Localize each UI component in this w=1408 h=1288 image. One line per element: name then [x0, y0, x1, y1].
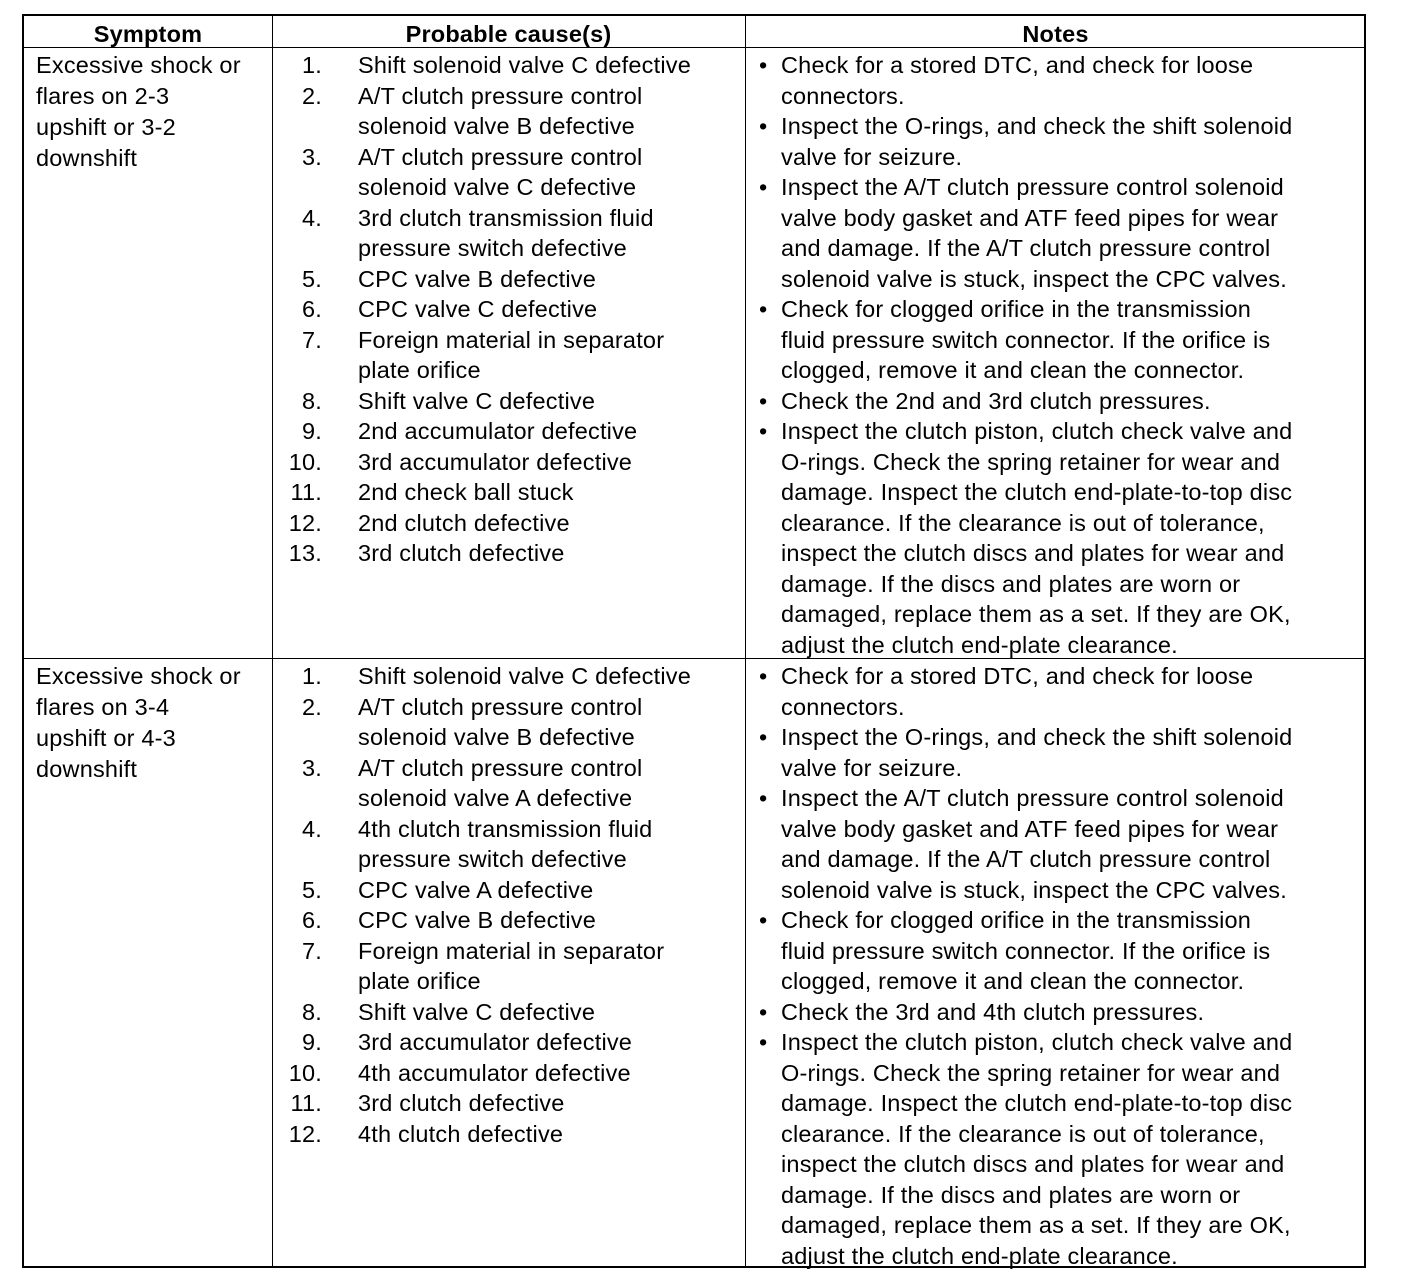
note-text: clearance. If the clearance is out of tolerance,	[781, 509, 1265, 536]
cause-item	[272, 1088, 745, 1119]
symptom-line: upshift or 3-2	[36, 114, 176, 140]
note-item	[745, 783, 1366, 905]
cause-number: 11.	[290, 1090, 322, 1116]
note-item	[745, 416, 1366, 660]
cause-text: 2nd accumulator defective	[358, 418, 638, 444]
cause-number: 10.	[288, 448, 322, 475]
cause-text: 4th clutch transmission fluid	[358, 815, 653, 842]
note-text: and damage. If the A/T clutch pressure control	[781, 235, 1271, 261]
cause-item	[272, 294, 745, 325]
causes-cell	[272, 50, 745, 569]
note-text: Inspect the O-rings, and check the shift solenoid	[781, 113, 1293, 139]
note-text: Inspect the A/T clutch pressure control solenoid	[781, 785, 1284, 811]
cause-text: 3rd clutch defective	[358, 540, 565, 566]
cause-text: 4th clutch defective	[358, 1120, 564, 1147]
symptom-line: downshift	[36, 756, 138, 782]
symptom-cell	[36, 50, 241, 174]
cause-number: 1.	[302, 663, 322, 689]
cause-item	[272, 1119, 745, 1150]
note-text: clearance. If the clearance is out of tolerance,	[781, 1120, 1265, 1147]
note-text: adjust the clutch end-plate clearance.	[781, 631, 1178, 658]
cause-item	[272, 508, 745, 539]
cause-text: Foreign material in separator	[358, 937, 665, 964]
note-text: clogged, remove it and clean the connector.	[781, 357, 1245, 383]
note-text: clogged, remove it and clean the connector.	[781, 968, 1245, 994]
bullet-icon: •	[759, 1029, 768, 1055]
cause-text: 2nd check ball stuck	[358, 479, 574, 505]
cause-text: 4th accumulator defective	[358, 1059, 631, 1086]
note-text: damage. If the discs and plates are worn or	[781, 1181, 1241, 1208]
bullet-icon: •	[759, 998, 768, 1025]
cause-number: 12.	[288, 509, 322, 536]
note-text: connectors.	[781, 693, 905, 720]
cause-number: 5.	[302, 265, 322, 292]
cause-item	[272, 477, 745, 508]
cause-text: solenoid valve C defective	[358, 174, 637, 200]
note-text: Check for a stored DTC, and check for loose	[781, 52, 1254, 78]
cause-number: 13.	[288, 540, 322, 566]
cause-item	[272, 936, 745, 997]
cause-text: A/T clutch pressure control	[358, 143, 643, 170]
note-text: connectors.	[781, 82, 905, 109]
note-text: valve for seizure.	[781, 754, 963, 781]
bullet-icon: •	[759, 907, 768, 933]
cause-text: solenoid valve B defective	[358, 113, 635, 139]
symptom-cell	[36, 661, 241, 785]
note-item	[745, 386, 1366, 417]
cause-number: 4.	[302, 815, 322, 842]
note-text: inspect the clutch discs and plates for wear and	[781, 540, 1285, 566]
note-item	[745, 905, 1366, 997]
cause-text: A/T clutch pressure control	[358, 693, 643, 720]
note-text: Check for clogged orifice in the transmission	[781, 296, 1252, 322]
cause-item	[272, 538, 745, 569]
cause-item	[272, 447, 745, 478]
cause-text: Shift solenoid valve C defective	[358, 52, 691, 78]
note-text: fluid pressure switch connector. If the orifice is	[781, 937, 1271, 964]
bullet-icon: •	[759, 296, 768, 322]
cause-text: CPC valve B defective	[358, 265, 596, 292]
bullet-icon: •	[759, 418, 768, 444]
cause-number: 8.	[302, 998, 322, 1025]
symptom-header: Symptom	[93, 21, 203, 47]
symptom-line: flares on 2-3	[36, 83, 170, 109]
cause-number: 9.	[302, 418, 322, 444]
notes-header: Notes	[1022, 21, 1089, 47]
cause-number: 2.	[302, 693, 322, 720]
note-item	[745, 50, 1366, 111]
note-item	[745, 1027, 1366, 1271]
cause-text: solenoid valve A defective	[358, 785, 633, 811]
cause-item	[272, 692, 745, 753]
cause-item	[272, 875, 745, 906]
note-text: solenoid valve is stuck, inspect the CPC valves.	[781, 265, 1287, 292]
note-text: damaged, replace them as a set. If they are OK,	[781, 601, 1291, 627]
cause-text: Shift solenoid valve C defective	[358, 663, 691, 689]
note-text: solenoid valve is stuck, inspect the CPC valves.	[781, 876, 1287, 903]
cause-number: 7.	[302, 326, 322, 353]
cause-text: pressure switch defective	[358, 846, 627, 872]
cause-text: 3rd clutch transmission fluid	[358, 204, 654, 231]
note-text: damage. If the discs and plates are worn or	[781, 570, 1241, 597]
cause-item	[272, 1058, 745, 1089]
cause-item	[272, 753, 745, 814]
note-item	[745, 661, 1366, 722]
note-text: inspect the clutch discs and plates for wear and	[781, 1151, 1285, 1177]
cause-item	[272, 814, 745, 875]
cause-number: 9.	[302, 1029, 322, 1055]
cause-number: 10.	[288, 1059, 322, 1086]
cause-text: CPC valve C defective	[358, 296, 598, 322]
cause-text: CPC valve B defective	[358, 907, 596, 933]
cause-item	[272, 203, 745, 264]
cause-number: 6.	[302, 296, 322, 322]
symptom-line: upshift or 4-3	[36, 725, 176, 751]
cause-item	[272, 1027, 745, 1058]
cause-item	[272, 325, 745, 386]
bullet-icon: •	[759, 785, 768, 811]
note-text: adjust the clutch end-plate clearance.	[781, 1242, 1178, 1269]
cause-item	[272, 264, 745, 295]
note-text: Inspect the clutch piston, clutch check valve and	[781, 1029, 1293, 1055]
bullet-icon: •	[759, 113, 768, 139]
cause-number: 6.	[302, 907, 322, 933]
troubleshooting-table	[22, 14, 1366, 1268]
cause-item	[272, 142, 745, 203]
cause-item	[272, 905, 745, 936]
bullet-icon: •	[759, 724, 768, 750]
note-text: Check for a stored DTC, and check for loose	[781, 663, 1254, 689]
note-item	[745, 172, 1366, 294]
note-text: Check for clogged orifice in the transmission	[781, 907, 1252, 933]
note-text: damage. Inspect the clutch end-plate-to-top disc	[781, 1090, 1293, 1116]
note-item	[745, 722, 1366, 783]
bullet-icon: •	[759, 387, 768, 414]
note-text: Inspect the O-rings, and check the shift solenoid	[781, 724, 1293, 750]
bullet-icon: •	[759, 663, 768, 689]
cause-text: Shift valve C defective	[358, 998, 596, 1025]
note-text: Check the 2nd and 3rd clutch pressures.	[781, 387, 1211, 414]
cause-item	[272, 416, 745, 447]
note-text: O-rings. Check the spring retainer for wear and	[781, 1059, 1281, 1086]
cause-text: solenoid valve B defective	[358, 724, 635, 750]
cause-item	[272, 386, 745, 417]
note-item	[745, 997, 1366, 1028]
note-text: valve body gasket and ATF feed pipes for wear	[781, 815, 1279, 842]
cause-text: 3rd accumulator defective	[358, 448, 633, 475]
causes-header: Probable cause(s)	[405, 21, 612, 47]
cause-text: 2nd clutch defective	[358, 509, 570, 536]
cause-text: plate orifice	[358, 357, 481, 383]
symptom-line: Excessive shock or	[36, 52, 241, 78]
cause-number: 7.	[302, 937, 322, 964]
cause-number: 3.	[302, 143, 322, 170]
note-text: Inspect the clutch piston, clutch check valve and	[781, 418, 1293, 444]
cause-text: 3rd accumulator defective	[358, 1029, 633, 1055]
note-item	[745, 294, 1366, 386]
cause-number: 5.	[302, 876, 322, 903]
cause-text: Foreign material in separator	[358, 326, 665, 353]
causes-cell	[272, 661, 745, 1149]
cause-number: 12.	[288, 1120, 322, 1147]
cause-text: plate orifice	[358, 968, 481, 994]
note-text: and damage. If the A/T clutch pressure control	[781, 846, 1271, 872]
cause-number: 11.	[290, 479, 322, 505]
note-text: Check the 3rd and 4th clutch pressures.	[781, 998, 1205, 1025]
cause-text: 3rd clutch defective	[358, 1090, 565, 1116]
cause-text: Shift valve C defective	[358, 387, 596, 414]
cause-number: 8.	[302, 387, 322, 414]
note-text: damage. Inspect the clutch end-plate-to-top disc	[781, 479, 1293, 505]
note-text: damaged, replace them as a set. If they are OK,	[781, 1212, 1291, 1238]
cause-item	[272, 50, 745, 81]
cause-number: 2.	[302, 82, 322, 109]
note-text: valve body gasket and ATF feed pipes for wear	[781, 204, 1279, 231]
cause-number: 1.	[302, 52, 322, 78]
cause-text: A/T clutch pressure control	[358, 82, 643, 109]
note-text: O-rings. Check the spring retainer for wear and	[781, 448, 1281, 475]
bullet-icon: •	[759, 174, 768, 200]
cause-text: CPC valve A defective	[358, 876, 594, 903]
notes-cell	[745, 661, 1366, 1271]
cause-text: A/T clutch pressure control	[358, 754, 643, 781]
symptom-line: Excessive shock or	[36, 663, 241, 689]
note-item	[745, 111, 1366, 172]
cause-item	[272, 997, 745, 1028]
symptom-line: downshift	[36, 145, 138, 171]
cause-item	[272, 81, 745, 142]
cause-number: 4.	[302, 204, 322, 231]
cause-item	[272, 661, 745, 692]
cause-number: 3.	[302, 754, 322, 781]
notes-cell	[745, 50, 1366, 660]
cause-text: pressure switch defective	[358, 235, 627, 261]
note-text: Inspect the A/T clutch pressure control solenoid	[781, 174, 1284, 200]
symptom-line: flares on 3-4	[36, 694, 170, 720]
note-text: valve for seizure.	[781, 143, 963, 170]
note-text: fluid pressure switch connector. If the orifice is	[781, 326, 1271, 353]
bullet-icon: •	[759, 52, 768, 78]
